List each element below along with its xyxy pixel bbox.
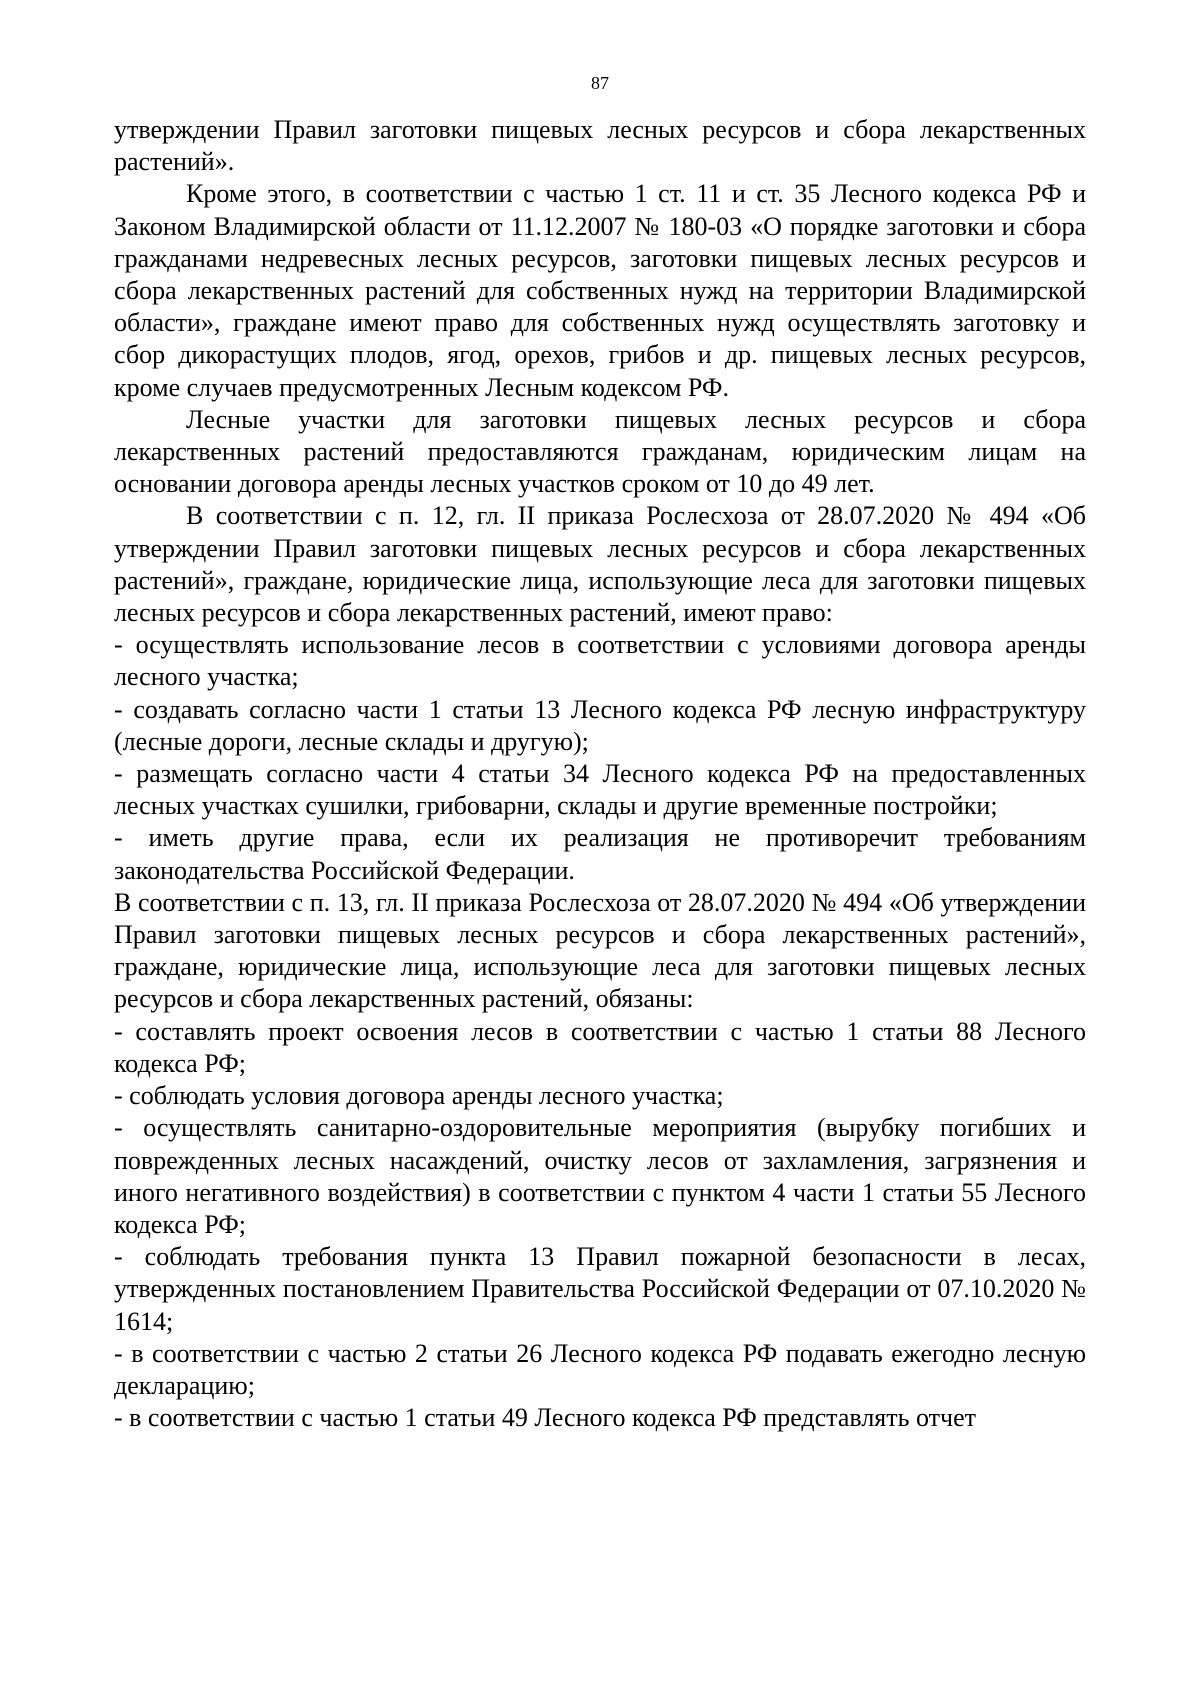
list-item: - осуществлять санитарно-оздоровительные мероприятия (вырубку погибших и поврежденных лесных насаждений, очистку лесов от захламления, загрязнения и иного негативного воздействия) в соответствии с пунктом 4 части 1 статьи 55 Лесного кодекса РФ; bbox=[114, 1113, 1086, 1239]
list-item: - составлять проект освоения лесов в соответствии с частью 1 статьи 88 Лесного кодекса РФ; bbox=[114, 1016, 1086, 1078]
paragraph: Кроме этого, в соответствии с частью 1 ст. 11 и ст. 35 Лесного кодекса РФ и Законом Владимирской области от 11.12.2007 № 180-03 «О порядке заготовки и сбора гражданами недревесных лесных ресурсов, заготовки пищевых лесных ресурсов и сбора лекарственных растений для собственных нужд на территории Владимирской области», граждане имеют право для собственных нужд осуществлять заготовку и сбор дикорастущих плодов, ягод, орехов, грибов и др. пищевых лесных ресурсов, кроме случаев предусмотренных Лесным кодексом РФ. bbox=[114, 179, 1086, 402]
paragraph: утверждении Правил заготовки пищевых лесных ресурсов и сбора лекарственных растений». bbox=[114, 115, 1086, 177]
list-item: - иметь другие права, если их реализация не противоречит требованиям законодательства Российской Федерации. bbox=[114, 823, 1086, 885]
list-item: - в соответствии с частью 2 статьи 26 Лесного кодекса РФ подавать ежегодно лесную декларацию; bbox=[114, 1338, 1086, 1400]
paragraph: В соответствии с п. 13, гл. II приказа Рослесхоза от 28.07.2020 № 494 «Об утверждении Правил заготовки пищевых лесных ресурсов и сбора лекарственных растений», граждане, юридические лица, использующие леса для заготовки пищевых лесных ресурсов и сбора лекарственных растений, обязаны: bbox=[114, 887, 1086, 1014]
list-item: - в соответствии с частью 1 статьи 49 Лесного кодекса РФ представлять отчет bbox=[114, 1403, 976, 1433]
list-item: - соблюдать условия договора аренды лесного участка; bbox=[114, 1081, 724, 1111]
paragraph: Лесные участки для заготовки пищевых лесных ресурсов и сбора лекарственных растений предоставляются гражданам, юридическим лицам на основании договора аренды лесных участков сроком от 10 до 49 лет. bbox=[114, 404, 1086, 499]
list-item: - создавать согласно части 1 статьи 13 Лесного кодекса РФ лесную инфраструктуру (лесные дороги, лесные склады и другую); bbox=[114, 694, 1086, 756]
paragraph: В соответствии с п. 12, гл. II приказа Рослесхоза от 28.07.2020 № 494 «Об утверждении Правил заготовки пищевых лесных ресурсов и сбора лекарственных растений», граждане, юридические лица, использующие леса для заготовки пищевых лесных ресурсов и сбора лекарственных растений, имеют право: bbox=[114, 501, 1086, 628]
list-item: - соблюдать требования пункта 13 Правил пожарной безопасности в лесах, утвержденных постановлением Правительства Российской Федерации от 07.10.2020 № 1614; bbox=[114, 1242, 1086, 1336]
list-item: - размещать согласно части 4 статьи 34 Лесного кодекса РФ на предоставленных лесных участках сушилки, грибоварни, склады и другие временные постройки; bbox=[114, 759, 1086, 821]
page-number: 87 bbox=[591, 73, 609, 93]
list-item: - осуществлять использование лесов в соответствии с условиями договора аренды лесного участка; bbox=[114, 630, 1086, 692]
document-body bbox=[114, 114, 1086, 1434]
